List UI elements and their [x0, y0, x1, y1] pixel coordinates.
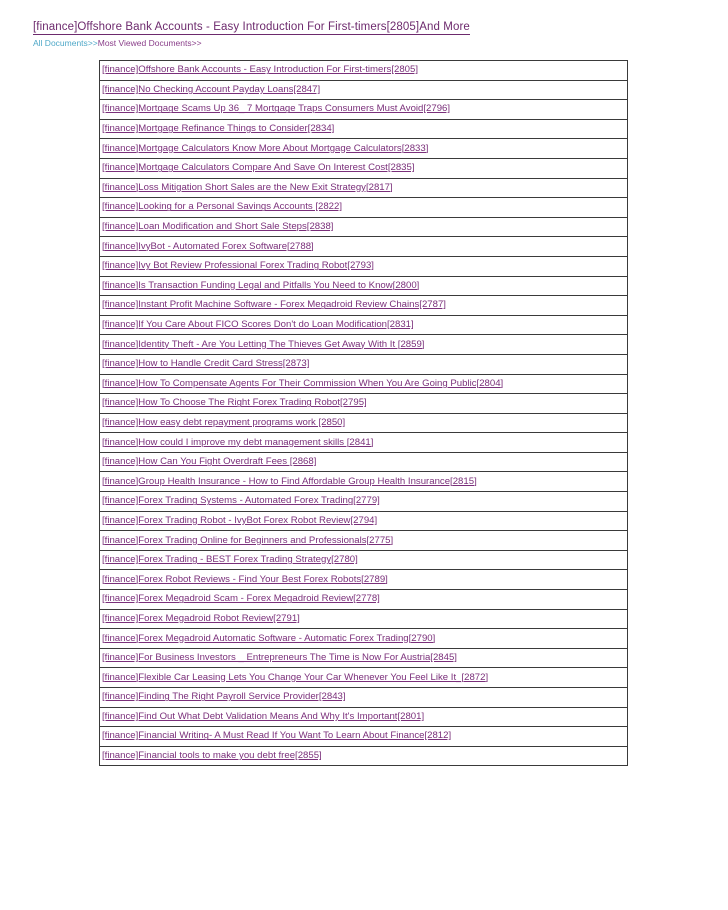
- document-cell: [100, 158, 628, 178]
- document-cell: [100, 80, 628, 100]
- document-cell: [100, 746, 628, 766]
- table-row: [100, 394, 628, 414]
- document-cell: [100, 492, 628, 512]
- document-link[interactable]: [finance]Loan Modification and Short Sale Steps[2838]: [102, 221, 334, 233]
- document-link[interactable]: [finance]Forex Megadroid Automatic Software - Automatic Forex Trading[2790]: [102, 632, 436, 644]
- document-link[interactable]: [finance]Looking for a Personal Savings Accounts [2822]: [102, 201, 342, 213]
- document-link[interactable]: [finance]Finding The Right Payroll Service Provider[2843]: [102, 691, 346, 703]
- document-link[interactable]: [finance]Ivy Bot Review Professional Forex Trading Robot[2793]: [102, 260, 374, 272]
- table-row: [100, 276, 628, 296]
- document-link[interactable]: [finance]Forex Trading Systems - Automated Forex Trading[2779]: [102, 495, 380, 507]
- document-link[interactable]: [finance]How To Choose The Right Forex Trading Robot[2795]: [102, 397, 367, 409]
- table-row: [100, 531, 628, 551]
- document-cell: [100, 550, 628, 570]
- document-cell: [100, 217, 628, 237]
- table-row: [100, 570, 628, 590]
- document-link[interactable]: [finance]How could I improve my debt management skills [2841]: [102, 436, 374, 448]
- document-link[interactable]: [finance]Instant Profit Machine Software - Forex Megadroid Review Chains[2787]: [102, 299, 446, 311]
- table-row: [100, 629, 628, 649]
- document-cell: [100, 472, 628, 492]
- document-link[interactable]: [finance]Forex Trading Online for Beginners and Professionals[2775]: [102, 534, 394, 546]
- table-row: [100, 354, 628, 374]
- document-link[interactable]: [finance]Forex Robot Reviews - Find Your Best Forex Robots[2789]: [102, 573, 388, 585]
- document-cell: [100, 707, 628, 727]
- table-row: [100, 80, 628, 100]
- document-cell: [100, 531, 628, 551]
- breadcrumb: [33, 38, 202, 48]
- document-link[interactable]: [finance]For Business Investors _ Entrepreneurs The Time is Now For Austria[2845]: [102, 652, 457, 664]
- table-row: [100, 413, 628, 433]
- table-row: [100, 217, 628, 237]
- table-row: [100, 256, 628, 276]
- document-cell: [100, 433, 628, 453]
- table-row: [100, 727, 628, 747]
- document-link[interactable]: [finance]Financial tools to make you debt free[2855]: [102, 750, 322, 762]
- document-cell: [100, 119, 628, 139]
- document-link[interactable]: [finance]Find Out What Debt Validation Means And Why It's Important[2801]: [102, 710, 425, 722]
- document-link[interactable]: [finance]If You Care About FICO Scores Don't do Loan Modification[2831]: [102, 319, 414, 331]
- document-cell: [100, 727, 628, 747]
- document-cell: [100, 354, 628, 374]
- document-link[interactable]: [finance]How easy debt repayment programs work [2850]: [102, 416, 346, 428]
- document-cell: [100, 296, 628, 316]
- document-link[interactable]: [finance]Group Health Insurance - How to Find Affordable Group Health Insurance[2815]: [102, 475, 477, 487]
- document-cell: [100, 394, 628, 414]
- document-cell: [100, 609, 628, 629]
- document-link[interactable]: [finance]Forex Trading - BEST Forex Trading Strategy[2780]: [102, 554, 358, 566]
- table-row: [100, 178, 628, 198]
- table-row: [100, 688, 628, 708]
- document-link[interactable]: [finance]Is Transaction Funding Legal and Pitfalls You Need to Know[2800]: [102, 279, 420, 291]
- document-link[interactable]: [finance]Forex Megadroid Scam - Forex Megadroid Review[2778]: [102, 593, 380, 605]
- table-row: [100, 158, 628, 178]
- document-link[interactable]: [finance]Identity Theft - Are You Letting The Thieves Get Away With It [2859]: [102, 338, 425, 350]
- table-row: [100, 550, 628, 570]
- table-row: [100, 452, 628, 472]
- document-cell: [100, 256, 628, 276]
- table-row: [100, 139, 628, 159]
- document-cell: [100, 629, 628, 649]
- document-list-table: [99, 60, 628, 766]
- table-row: [100, 100, 628, 120]
- table-row: [100, 198, 628, 218]
- document-cell: [100, 198, 628, 218]
- document-cell: [100, 61, 628, 81]
- document-link[interactable]: [finance]Forex Trading Robot - IvyBot Forex Robot Review[2794]: [102, 514, 378, 526]
- document-cell: [100, 178, 628, 198]
- document-link[interactable]: [finance]Financial Writing- A Must Read If You Want To Learn About Finance[2812]: [102, 730, 452, 742]
- document-link[interactable]: [finance]Loss Mitigation Short Sales are the New Exit Strategy[2817]: [102, 181, 393, 193]
- document-cell: [100, 648, 628, 668]
- table-row: [100, 746, 628, 766]
- table-row: [100, 472, 628, 492]
- document-cell: [100, 590, 628, 610]
- table-row: [100, 609, 628, 629]
- document-cell: [100, 237, 628, 257]
- table-row: [100, 433, 628, 453]
- table-row: [100, 237, 628, 257]
- table-row: [100, 590, 628, 610]
- document-link[interactable]: [finance]How to Handle Credit Card Stress[2873]: [102, 358, 310, 370]
- table-row: [100, 492, 628, 512]
- table-row: [100, 707, 628, 727]
- document-cell: [100, 139, 628, 159]
- document-cell: [100, 100, 628, 120]
- breadcrumb-separator: >>: [87, 38, 98, 48]
- document-link[interactable]: [finance]How To Compensate Agents For Their Commission When You Are Going Public[2804]: [102, 377, 504, 389]
- document-cell: [100, 688, 628, 708]
- table-row: [100, 61, 628, 81]
- document-cell: [100, 315, 628, 335]
- breadcrumb-trailing-separator: >>: [191, 38, 202, 48]
- document-link[interactable]: [finance]Mortgage Refinance Things to Consider[2834]: [102, 123, 335, 135]
- table-row: [100, 335, 628, 355]
- document-cell: [100, 511, 628, 531]
- document-cell: [100, 335, 628, 355]
- document-cell: [100, 413, 628, 433]
- document-link[interactable]: [finance]Offshore Bank Accounts - Easy Introduction For First-timers[2805]: [102, 64, 419, 76]
- document-cell: [100, 276, 628, 296]
- document-link[interactable]: [finance]IvyBot - Automated Forex Software[2788]: [102, 240, 314, 252]
- table-row: [100, 374, 628, 394]
- breadcrumb-most-viewed-link[interactable]: Most Viewed Documents: [97, 38, 192, 48]
- document-cell: [100, 374, 628, 394]
- document-link[interactable]: [finance]Forex Megadroid Robot Review[2791]: [102, 612, 300, 624]
- table-row: [100, 511, 628, 531]
- document-link[interactable]: [finance]Mortgage Scams Up 36_ 7 Mortgage Traps Consumers Must Avoid[2796]: [102, 103, 451, 115]
- document-link[interactable]: [finance]Mortgage Calculators Know More About Mortgage Calculators[2833]: [102, 142, 429, 154]
- table-row: [100, 668, 628, 688]
- document-cell: [100, 668, 628, 688]
- table-row: [100, 648, 628, 668]
- document-link[interactable]: [finance]No Checking Account Payday Loans[2847]: [102, 83, 321, 95]
- table-row: [100, 119, 628, 139]
- document-cell: [100, 570, 628, 590]
- document-link[interactable]: [finance]Flexible Car Leasing Lets You Change Your Car Whenever You Feel Like It_[2872]: [102, 671, 489, 683]
- page-title: [finance]Offshore Bank Accounts - Easy Introduction For First-timers[2805]And More: [33, 21, 470, 33]
- table-row: [100, 296, 628, 316]
- document-cell: [100, 452, 628, 472]
- breadcrumb-all-documents-link[interactable]: All Documents: [33, 38, 88, 48]
- document-link[interactable]: [finance]Mortgage Calculators Compare And Save On Interest Cost[2835]: [102, 162, 415, 174]
- table-row: [100, 315, 628, 335]
- document-link[interactable]: [finance]How Can You Fight Overdraft Fees [2868]: [102, 456, 317, 468]
